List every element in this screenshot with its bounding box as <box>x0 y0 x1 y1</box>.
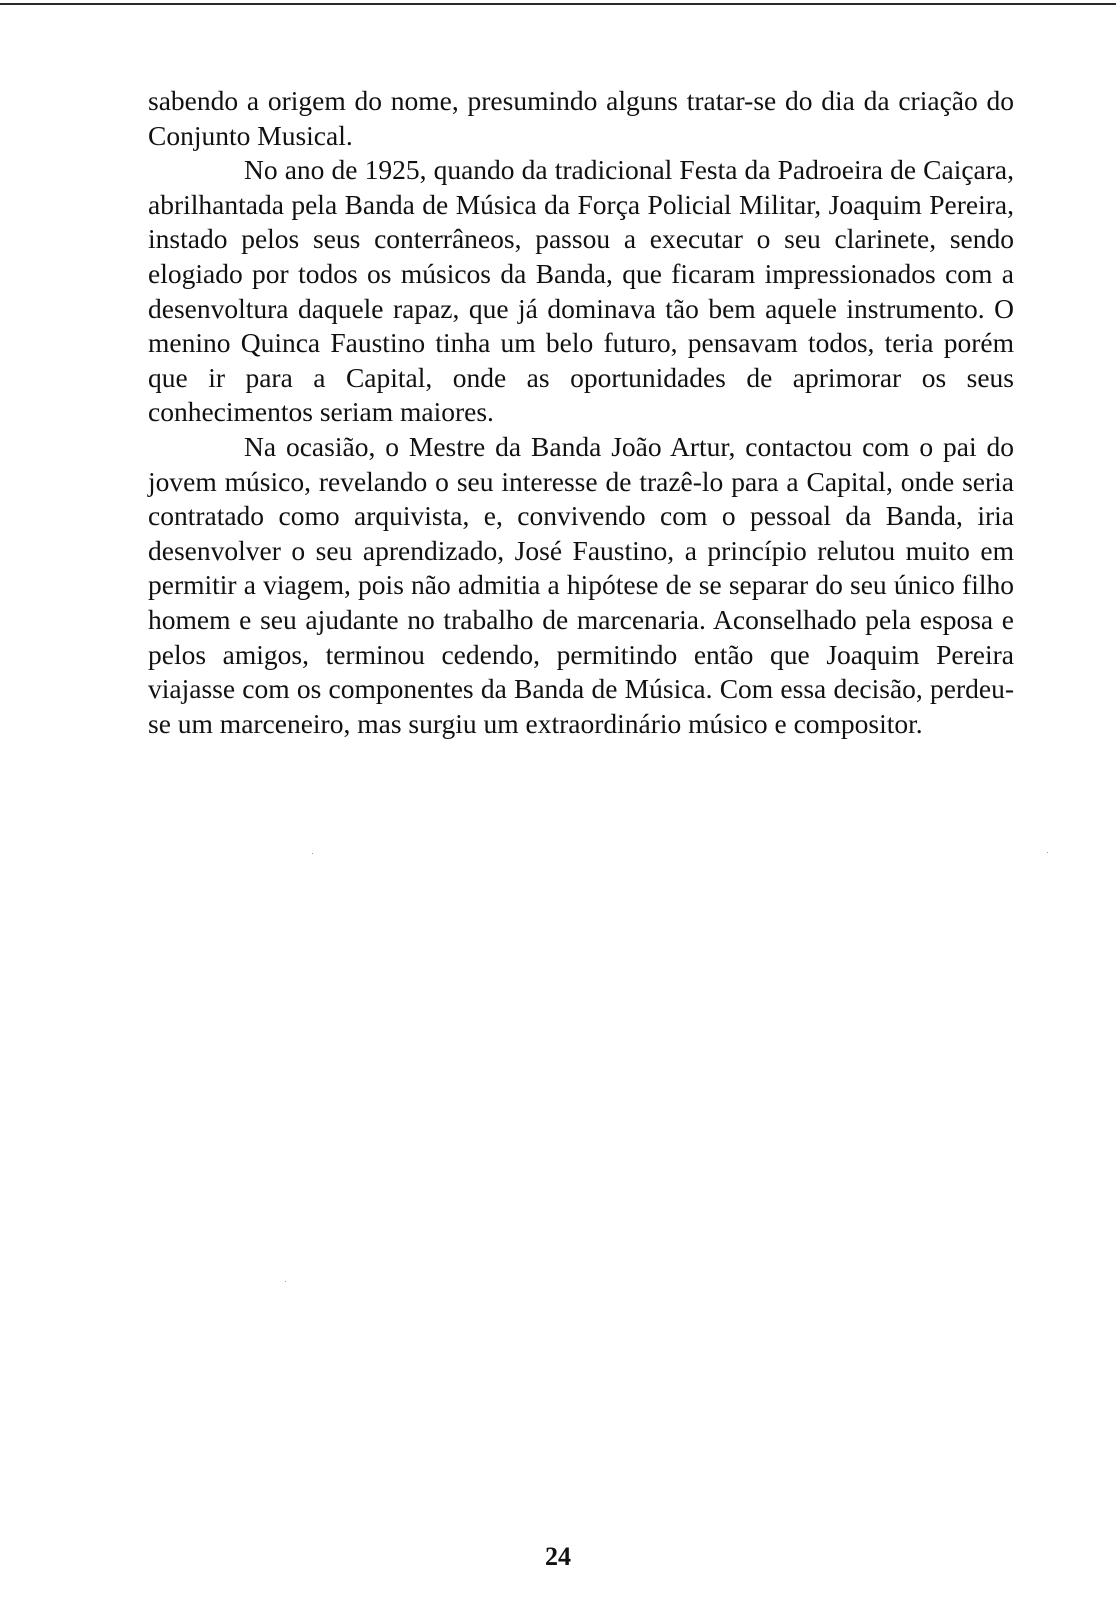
scan-speck <box>312 853 313 854</box>
top-border-line <box>0 3 1116 5</box>
scan-speck <box>1047 852 1048 853</box>
paragraph-mestre-banda: Na ocasião, o Mestre da Banda João Artur, contactou com o pai do jovem músico, revelando o seu interesse de trazê-lo para a Capital, onde seria contratado como arquivista, e, convivendo com o pessoal da Banda, iria desenvolver o seu aprendizado, José Faustino, a princípio relutou muito em permitir a viagem, pois não admitia a hipótese de se separar do seu único filho homem e seu ajudante no trabalho de marcenaria. Aconselhado pela esposa e pelos amigos, terminou cedendo, permitindo então que Joaquim Pereira viajasse com os componentes da Banda de Música. Com essa decisão, perdeu-se um marceneiro, mas surgiu um extraordinário músico e compositor. <box>148 430 1014 739</box>
body-text <box>148 84 1014 741</box>
page-number: 24 <box>545 1542 571 1571</box>
paragraph-continuation: sabendo a origem do nome, presumindo alguns tratar-se do dia da criação do Conjunto Musical. <box>148 85 1014 151</box>
paragraph-festa-padroeira: No ano de 1925, quando da tradicional Festa da Padroeira de Caiçara, abrilhantada pela Banda de Música da Força Policial Militar, Joaquim Pereira, instado pelos seus conterrâneos, passou a executar o seu clarinete, sendo elogiado por todos os músicos da Banda, que ficaram impressionados com a desenvoltura daquele rapaz, que já dominava tão bem aquele instrumento. O menino Quinca Faustino tinha um belo futuro, pensavam todos, teria porém que ir para a Capital, onde as oportunidades de aprimorar os seus conhecimentos seriam maiores. <box>148 154 1014 428</box>
scan-speck <box>285 1281 286 1282</box>
